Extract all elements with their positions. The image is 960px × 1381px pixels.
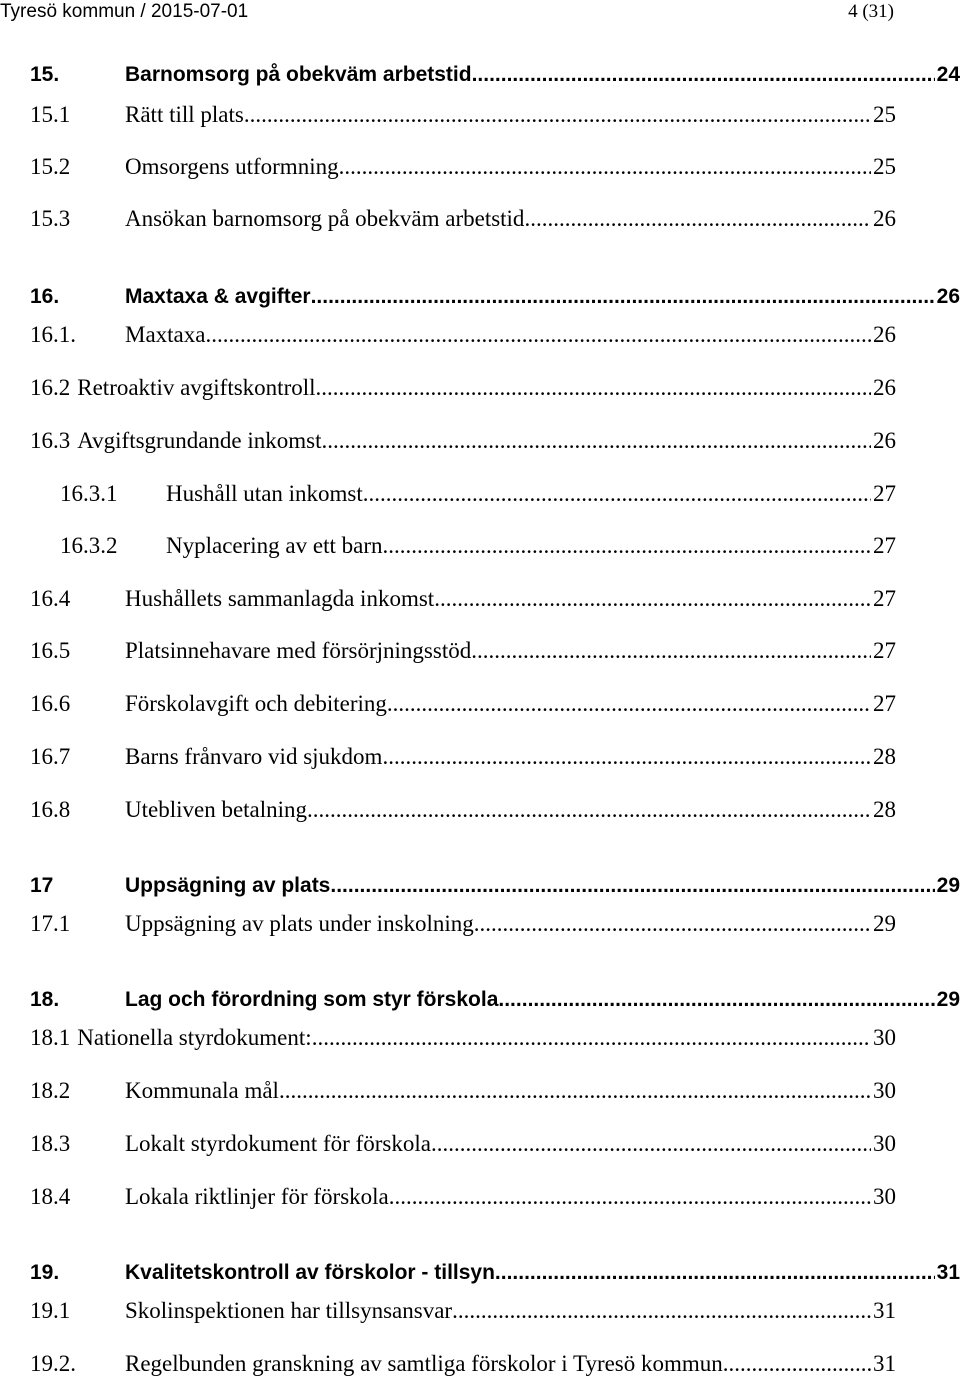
toc-entry-title: Utebliven betalning [125, 797, 308, 822]
toc-entry[interactable] [30, 793, 896, 827]
toc-entry[interactable] [30, 1127, 896, 1161]
toc-entry[interactable] [30, 202, 896, 236]
toc-entry-number: 18.1 [30, 1025, 71, 1050]
toc-dot-leader [316, 371, 871, 405]
toc-entry-number: 17.1 [30, 911, 71, 936]
toc-dot-leader [524, 202, 871, 236]
toc-entry[interactable] [30, 869, 960, 903]
toc-entry-page-number: 30 [873, 1184, 896, 1209]
toc-dot-leader [330, 869, 934, 903]
toc-entry-title: Platsinnehavare med försörjningsstöd [125, 638, 472, 663]
toc-entry[interactable] [30, 582, 896, 616]
toc-entry[interactable] [30, 907, 896, 941]
toc-entry-page-number: 29 [936, 988, 960, 1011]
toc-entry[interactable] [30, 98, 896, 132]
toc-entry[interactable] [60, 477, 896, 511]
toc-entry-title: Lokala riktlinjer för förskola [125, 1184, 389, 1209]
toc-entry-title: Uppsägning av plats [125, 874, 331, 897]
toc-entry-number: 15.2 [30, 154, 71, 179]
toc-dot-leader [307, 793, 871, 827]
toc-entry-number: 16.5 [30, 638, 71, 663]
toc-dot-leader [431, 1127, 871, 1161]
toc-dot-leader [471, 634, 871, 668]
toc-dot-leader [244, 98, 871, 132]
toc-entry-title: Lokalt styrdokument för förskola [125, 1131, 431, 1156]
toc-entry-number: 16.3.1 [60, 481, 118, 506]
toc-entry-page-number: 26 [936, 285, 960, 308]
toc-entry[interactable] [30, 687, 896, 721]
toc-dot-leader [472, 58, 935, 92]
toc-dot-leader [312, 1021, 871, 1055]
toc-entry-page-number: 27 [873, 691, 896, 716]
toc-entry-page-number: 30 [873, 1131, 896, 1156]
toc-entry-number: 16. [30, 285, 60, 308]
toc-entry-page-number: 26 [873, 375, 896, 400]
toc-entry-title: Lag och förordning som styr förskola [125, 988, 499, 1011]
toc-dot-leader [322, 424, 872, 458]
toc-entry-title: Nationella styrdokument: [77, 1025, 312, 1050]
toc-entry-number: 16.6 [30, 691, 71, 716]
toc-entry-number: 15.3 [30, 206, 71, 231]
toc-entry-number: 18.4 [30, 1184, 71, 1209]
toc-entry-page-number: 24 [936, 63, 960, 86]
toc-entry-title: Barnomsorg på obekväm arbetstid [125, 63, 472, 86]
toc-entry[interactable] [30, 983, 960, 1017]
toc-dot-leader [723, 1347, 871, 1381]
toc-entry-number: 18.2 [30, 1078, 71, 1103]
toc-entry-number: 18.3 [30, 1131, 71, 1156]
toc-entry-title: Kommunala mål [125, 1078, 279, 1103]
toc-entry[interactable] [30, 634, 896, 668]
toc-entry[interactable] [30, 1180, 896, 1214]
toc-entry[interactable] [30, 1074, 896, 1108]
toc-entry-page-number: 25 [873, 154, 896, 179]
toc-entry[interactable] [30, 371, 896, 405]
toc-entry-page-number: 27 [873, 586, 896, 611]
page-indicator: 4 (31) [848, 1, 894, 22]
toc-entry-number: 19.1 [30, 1298, 71, 1323]
toc-entry-number: 16.2 [30, 375, 71, 400]
toc-entry-number: 15. [30, 63, 60, 86]
toc-entry-page-number: 26 [873, 322, 896, 347]
toc-entry[interactable] [30, 1021, 896, 1055]
toc-entry-title: Nyplacering av ett barn [166, 533, 383, 558]
toc-entry-title: Hushållets sammanlagda inkomst [125, 586, 435, 611]
toc-entry-title: Kvalitetskontroll av förskolor - tillsyn [125, 1261, 495, 1284]
document-header-title: Tyresö kommun / 2015-07-01 [0, 1, 249, 22]
toc-entry-number: 16.7 [30, 744, 71, 769]
toc-entry-number: 16.1. [30, 322, 76, 347]
toc-dot-leader [495, 1256, 935, 1290]
toc-entry[interactable] [30, 150, 896, 184]
toc-dot-leader [339, 150, 871, 184]
toc-entry[interactable] [30, 318, 896, 352]
toc-entry-page-number: 31 [873, 1298, 896, 1323]
toc-dot-leader [382, 740, 871, 774]
toc-entry-number: 19.2. [30, 1351, 76, 1376]
toc-entry[interactable] [30, 58, 960, 92]
toc-entry-number: 19. [30, 1261, 60, 1284]
toc-entry[interactable] [30, 1294, 896, 1328]
toc-entry-page-number: 27 [873, 481, 896, 506]
toc-dot-leader [205, 318, 871, 352]
toc-entry-page-number: 31 [873, 1351, 896, 1376]
toc-entry-page-number: 28 [873, 797, 896, 822]
toc-entry-title: Hushåll utan inkomst [166, 481, 363, 506]
toc-entry-title: Regelbunden granskning av samtliga förskolor i Tyresö kommun [125, 1351, 723, 1376]
toc-entry-title: Retroaktiv avgiftskontroll [77, 375, 316, 400]
toc-dot-leader [363, 477, 871, 511]
toc-entry-page-number: 30 [873, 1078, 896, 1103]
toc-dot-leader [383, 529, 872, 563]
toc-entry-title: Maxtaxa & avgifter [125, 285, 311, 308]
toc-dot-leader [387, 687, 871, 721]
toc-entry-page-number: 25 [873, 102, 896, 127]
toc-entry-title: Förskolavgift och debitering [125, 691, 387, 716]
toc-entry-number: 16.4 [30, 586, 71, 611]
toc-entry-page-number: 27 [873, 638, 896, 663]
toc-entry-number: 18. [30, 988, 60, 1011]
toc-entry-title: Uppsägning av plats under inskolning [125, 911, 474, 936]
toc-entry-title: Barns frånvaro vid sjukdom [125, 744, 383, 769]
toc-entry-page-number: 31 [936, 1261, 960, 1284]
toc-entry-title: Avgiftsgrundande inkomst [77, 428, 322, 453]
toc-entry-number: 16.8 [30, 797, 71, 822]
toc-dot-leader [279, 1074, 871, 1108]
toc-entry-page-number: 29 [873, 911, 896, 936]
toc-entry[interactable] [30, 1347, 896, 1381]
toc-entry-title: Ansökan barnomsorg på obekväm arbetstid [125, 206, 525, 231]
toc-dot-leader [389, 1180, 871, 1214]
toc-entry[interactable] [60, 529, 896, 563]
toc-dot-leader [311, 280, 935, 314]
toc-entry-page-number: 26 [873, 428, 896, 453]
toc-entry-page-number: 28 [873, 744, 896, 769]
toc-entry-number: 16.3.2 [60, 533, 118, 558]
toc-dot-leader [474, 907, 871, 941]
toc-entry-title: Maxtaxa [125, 322, 206, 347]
toc-entry-number: 15.1 [30, 102, 71, 127]
toc-dot-leader [498, 983, 934, 1017]
toc-entry-number: 16.3 [30, 428, 71, 453]
toc-entry-page-number: 29 [936, 874, 960, 897]
toc-entry[interactable] [30, 740, 896, 774]
toc-entry-page-number: 30 [873, 1025, 896, 1050]
toc-entry-title: Omsorgens utformning [125, 154, 339, 179]
toc-entry-title: Rätt till plats [125, 102, 244, 127]
toc-entry-title: Skolinspektionen har tillsynsansvar [125, 1298, 453, 1323]
toc-entry[interactable] [30, 424, 896, 458]
toc-entry[interactable] [30, 1256, 960, 1290]
toc-dot-leader [452, 1294, 871, 1328]
toc-entry[interactable] [30, 280, 960, 314]
toc-entry-page-number: 27 [873, 533, 896, 558]
toc-entry-number: 17 [30, 874, 54, 897]
toc-dot-leader [434, 582, 871, 616]
toc-entry-page-number: 26 [873, 206, 896, 231]
